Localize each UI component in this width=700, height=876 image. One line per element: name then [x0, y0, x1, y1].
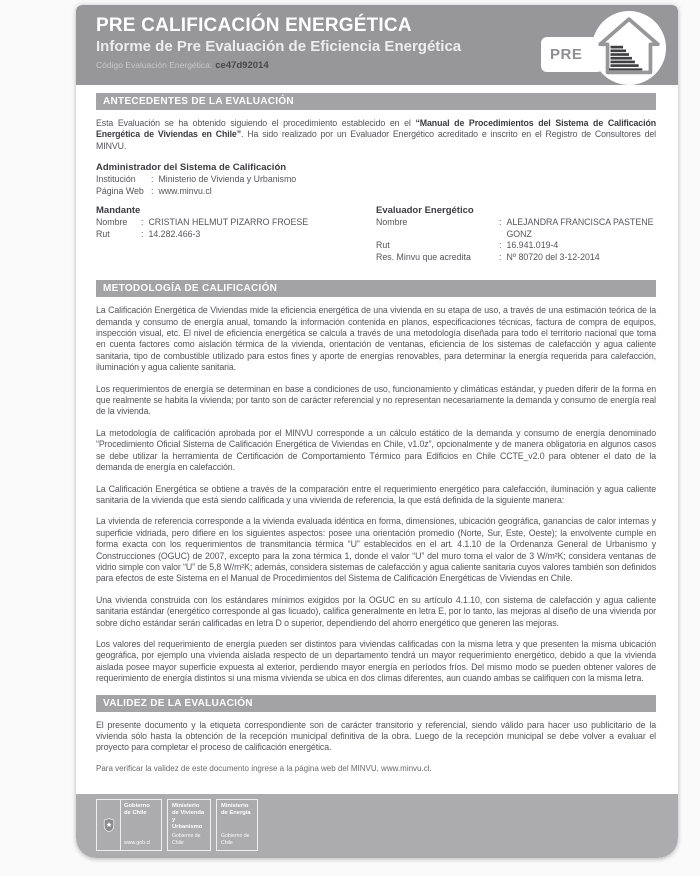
- administrator-institution-row: Institución : Ministerio de Vivienda y Urbanismo: [96, 174, 297, 185]
- validez-paragraph: El presente documento y la etiqueta correspondiente son de carácter transitorio y referencial, siendo válido para hacer uso publicitario de la vivienda sólo hasta la obtención de la recepción municipal definitiva de la obra. Luego de la recepción municipal se debe volver a evaluar el proyecto para completar el proceso de calificación energética.: [96, 719, 656, 753]
- metodologia-paragraph-7: Los valores del requerimiento de energía pueden ser distintos para viviendas calificadas con la misma letra y que presenten la misma ubicación geográfica, por ejemplo una vivienda aislada respecto de un departamento tendrá un mayor requerimiento energético, debido a que la vivienda aislada posee mayor superficie expuesta al exterior, perdiendo mayor energía en períodos fríos. Del mismo modo se pueden obtener valores de requerimiento de energía distintos si una misma vivienda se ubica en dos climas diferentes, aun cuando ambas se califiquen con la misma letra.: [96, 638, 656, 684]
- field-label: Rut: [376, 240, 390, 251]
- metodologia-paragraph-4: La Calificación Energética se obtiene a través de la comparación entre el requerimiento energético para calefacción, iluminación y agua caliente sanitaria de la vivienda que está siendo calificada y una vivienda de referencia, la que está definida de la siguiente manera:: [96, 483, 656, 505]
- field-value: ALEJANDRA FRANCISCA PASTENE GONZ: [506, 217, 654, 239]
- field-value: 16.941.019-4: [506, 240, 559, 251]
- logo-vivienda-gov: Gobierno de Chile: [172, 833, 201, 846]
- evaluador-rut-row: Rut : 16.941.019-4: [376, 240, 559, 251]
- antecedentes-intro-manual: “Manual de Procedimientos del Sistema de Calificación Energética de Viviendas en Chile”: [96, 118, 656, 140]
- house-energy-icon: [592, 11, 666, 85]
- document-header: [76, 5, 678, 85]
- logo-energia-gov: Gobierno de Chile: [221, 833, 250, 846]
- field-label: Nombre: [96, 217, 128, 228]
- evaluador-heading: Evaluador Energético: [376, 205, 474, 217]
- administrator-block: [96, 162, 656, 197]
- logo-gobierno-url: www.gob.cl: [124, 840, 151, 846]
- section-antecedentes-title: ANTECEDENTES DE LA EVALUACIÓN: [96, 93, 656, 110]
- logo-vivienda-name: Ministerio de Vivienda y Urbanismo: [172, 803, 205, 830]
- field-label: Nombre: [376, 217, 408, 228]
- administrator-web-row: Página Web : www.minvu.cl: [96, 185, 212, 196]
- evaluation-code-value: ce47d92014: [215, 60, 269, 71]
- logo-energia-name: Ministerio de Energía: [221, 803, 251, 816]
- logo-gobierno-name: Gobierno de Chile: [124, 803, 150, 816]
- field-value: Ministerio de Vivienda y Urbanismo: [158, 174, 297, 185]
- field-label: Página Web: [96, 185, 144, 196]
- verification-note: Para verificar la validez de este documento ingrese a la página web del MINVU, www.minvu.cl.: [96, 763, 432, 773]
- antecedentes-intro: [96, 118, 656, 152]
- document-body: [76, 85, 678, 794]
- metodologia-paragraph-6: Una vivienda construida con los estándares mínimos exigidos por la OGUC en su artículo 4.1.10, con sistema de calefacción y agua caliente sanitaria estándar (energético corresponde al gas licuado), califica generalmente en letra E, por lo tanto, las mejoras al diseño de una vivienda por sobre dicho estándar serán calificadas en letra D o superior, dependiendo del ahorro energético que generen las mejoras.: [96, 594, 656, 628]
- metodologia-paragraph-2: Los requerimientos de energía se determinan en base a condiciones de uso, funcionamiento y climáticas estándar, y pueden diferir de la forma en que realmente se habita la vivienda; por tanto son de carácter referencial y no representan necesariamente la demanda y consumo de energía real de la vivienda.: [96, 383, 656, 417]
- section-validez-title: VALIDEZ DE LA EVALUACIÓN: [96, 695, 656, 712]
- pre-badge-label: PRE: [541, 37, 603, 72]
- page-subtitle: Informe de Pre Evaluación de Eficiencia Energética: [96, 38, 462, 55]
- field-label: Institución: [96, 174, 136, 185]
- field-value: Nº 80720 del 3-12-2014: [506, 251, 600, 262]
- certificate-page: [76, 5, 678, 858]
- field-label: Res. Minvu que acredita: [376, 251, 471, 262]
- metodologia-paragraph-5: La vivienda de referencia corresponde a la vivienda evaluada idéntica en forma, dimensiones, ubicación geográfica, ganancias de calor internas y superficie vidriada, pero difiere en los siguientes aspectos: posee una orientación promedio (Norte, Sur, Este, Oeste); la envolvente cumple en forma exacta con los requerimientos de transmitancia térmica “U” establecidos en el art. 4.1.10 de la Ordenanza General de Urbanismo y Construcciones (OGUC) de 2007, excepto para la zona térmica 1, donde el valor “U” del muro toma el valor de 3 W/m²K; considera ventanas de vidrio simple con valor “U” de 5,8 W/m²K; además, considera sistemas de calefacción y agua caliente sanitaria cuyos valores también son definidos para efectos de este Sistema en el Manual de Procedimientos del Sistema de Calificación Energéticas de Viviendas en Chile.: [96, 516, 657, 584]
- page-title: PRE CALIFICACIÓN ENERGÉTICA: [96, 15, 412, 36]
- parties-block: [96, 205, 656, 271]
- evaluation-code-label: Código Evaluación Energética:: [96, 60, 213, 70]
- mandante-name-row: Nombre : CRISTIAN HELMUT PIZARRO FROESE: [96, 217, 309, 228]
- antecedentes-intro-pre: Esta Evaluación se ha obtenido siguiendo el procedimiento establecido en el: [96, 118, 416, 128]
- document-footer: [76, 794, 678, 858]
- logo-gobierno-de-chile: [96, 799, 162, 851]
- mandante-heading: Mandante: [96, 205, 141, 217]
- chile-coat-of-arms-icon: [97, 800, 121, 850]
- evaluador-res-row: Res. Minvu que acredita : Nº 80720 del 3-12-2014: [376, 251, 600, 262]
- mandante-rut-row: Rut : 14.282.466-3: [96, 228, 201, 239]
- pre-energy-logo: [541, 11, 666, 85]
- field-value: CRISTIAN HELMUT PIZARRO FROESE: [148, 217, 309, 228]
- logo-ministerio-vivienda: [167, 799, 211, 851]
- mandante-block: [96, 205, 376, 263]
- metodologia-paragraph-3: La metodología de calificación aprobada por el MINVU corresponde a un cálculo estático de la demanda y consumo de energía denominado “Procedimiento Oficial Sistema de Calificación Energética de Viviendas en Chile, v1.0z”, opcionalmente y de manera obligatoria en algunos casos se debe utilizar la herramienta de Certificación de Comportamiento Térmico para Edificios en Chile CCTE_v2.0 para obtener el dato de la demanda de energía en calefacción.: [96, 427, 656, 473]
- metodologia-paragraph-1: La Calificación Energética de Viviendas mide la eficiencia energética de una vivienda en su etapa de uso, a través de una estimación teórica de la demanda y consumo de energía anual, tomando la información contenida en planos, especificaciones técnicas, factura de compra de equipos, inspección visual, etc. El nivel de eficiencia energética se calcula a través de una metodología diseñada para todo el territorio nacional que toma en cuenta factores como aislación térmica de la vivienda, orientación de ventanas, eficiencia de los sistemas de calefacción y agua caliente sanitaria, tipo de combustible utilizado para estos fines y aporte de energías renovables, para determinar la energía requerida para calefacción, iluminación y agua caliente sanitaria.: [96, 305, 656, 373]
- field-label: Rut: [96, 228, 110, 239]
- field-value: www.minvu.cl: [158, 185, 212, 196]
- evaluador-name-row: Nombre : ALEJANDRA FRANCISCA PASTENE GONZ: [376, 217, 656, 240]
- evaluador-block: [376, 205, 656, 263]
- section-metodologia-title: METODOLOGÍA DE CALIFICACIÓN: [96, 280, 656, 297]
- field-value: 14.282.466-3: [148, 228, 201, 239]
- logo-ministerio-energia: [216, 799, 258, 851]
- administrator-heading: Administrador del Sistema de Calificación: [96, 162, 287, 174]
- antecedentes-intro-post: . Ha sido realizado por un Evaluador Energético acreditado e inscrito en el Registro de Consultores del MINVU.: [96, 129, 657, 151]
